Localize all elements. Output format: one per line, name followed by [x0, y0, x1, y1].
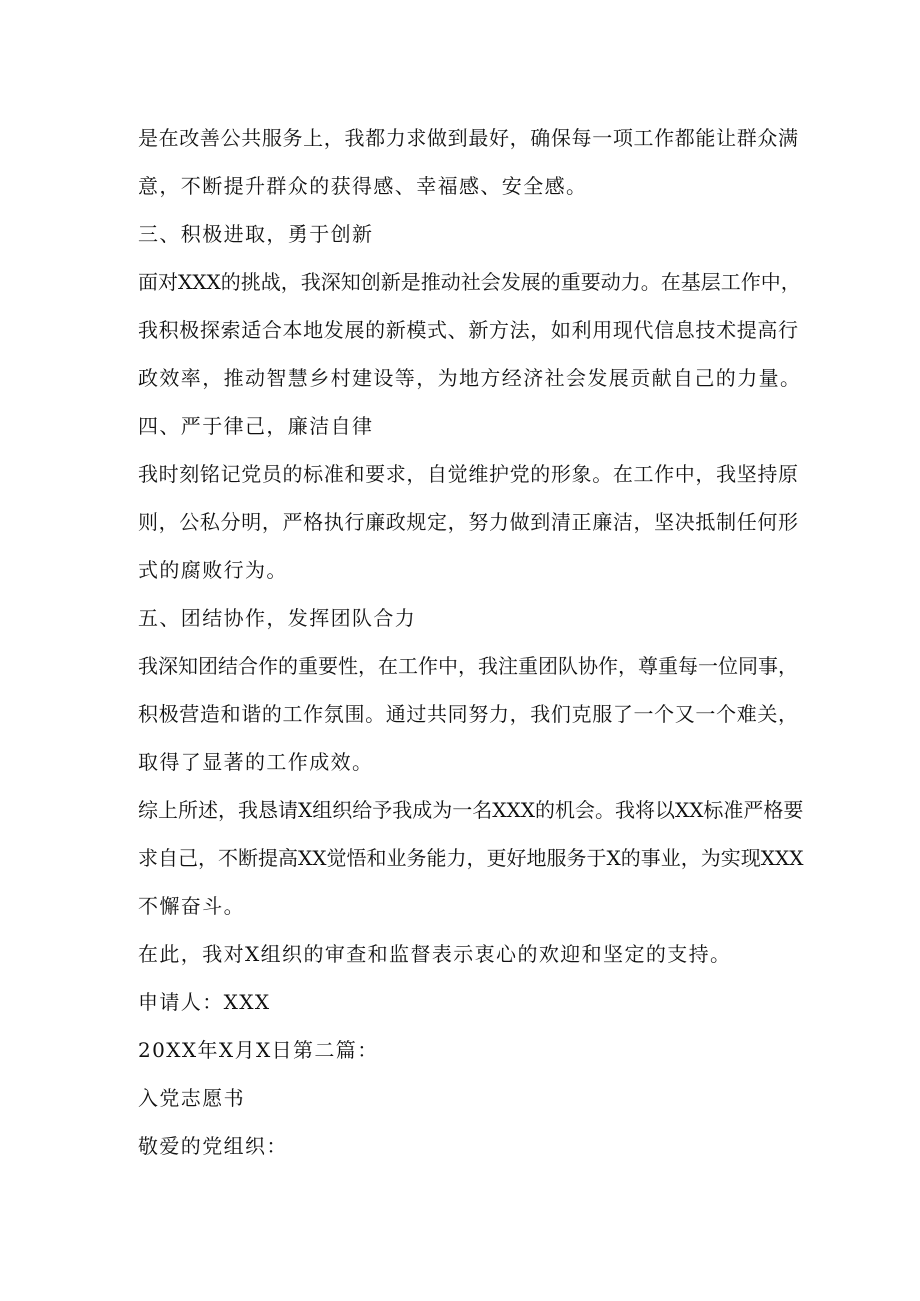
section-heading: 五、团结协作，发挥团队合力 — [138, 606, 417, 630]
paragraph-line: 政效率，推动智慧乡村建设等，为地方经济社会发展贡献自己的力量。 — [138, 366, 802, 390]
document-title: 入党志愿书 — [138, 1086, 245, 1110]
paragraph-line: 综上所述，我恳请X组织给予我成为一名XXX的机会。我将以XX标准严格要 — [138, 798, 804, 822]
date-line: 20XX年X月X日第二篇： — [138, 1038, 379, 1062]
paragraph-line: 是在改善公共服务上，我都力求做到最好，确保每一项工作都能让群众满 — [138, 126, 798, 150]
paragraph-line: 面对XXX的挑战，我深知创新是推动社会发展的重要动力。在基层工作中， — [138, 270, 801, 294]
paragraph-line: 取得了显著的工作成效。 — [138, 750, 374, 774]
salutation: 敬爱的党组织： — [138, 1134, 288, 1158]
document-page — [138, 114, 804, 1170]
section-heading: 四、严于律己，廉洁自律 — [138, 414, 374, 438]
paragraph-line: 积极营造和谐的工作氛围。通过共同努力，我们克服了一个又一个难关， — [138, 702, 798, 726]
paragraph-line: 我时刻铭记党员的标准和要求，自觉维护党的形象。在工作中，我坚持原 — [138, 462, 798, 486]
paragraph-line: 在此，我对X组织的审查和监督表示衷心的欢迎和坚定的支持。 — [138, 942, 732, 966]
section-heading: 三、积极进取，勇于创新 — [138, 222, 374, 246]
paragraph-line: 式的腐败行为。 — [138, 558, 288, 582]
paragraph-line: 意，不断提升群众的获得感、幸福感、安全感。 — [138, 174, 588, 198]
paragraph-line: 求自己，不断提高XX觉悟和业务能力，更好地服务于X的事业，为实现XXX — [138, 846, 804, 870]
paragraph-line: 我深知团结合作的重要性，在工作中，我注重团队协作，尊重每一位同事， — [138, 654, 798, 678]
paragraph-line: 不懈奋斗。 — [138, 894, 245, 918]
paragraph-line: 则，公私分明，严格执行廉政规定，努力做到清正廉洁，坚决抵制任何形 — [138, 510, 798, 534]
applicant-signature-line: 申请人：XXX — [138, 990, 271, 1014]
paragraph-line: 我积极探索适合本地发展的新模式、新方法，如利用现代信息技术提高行 — [138, 318, 798, 342]
